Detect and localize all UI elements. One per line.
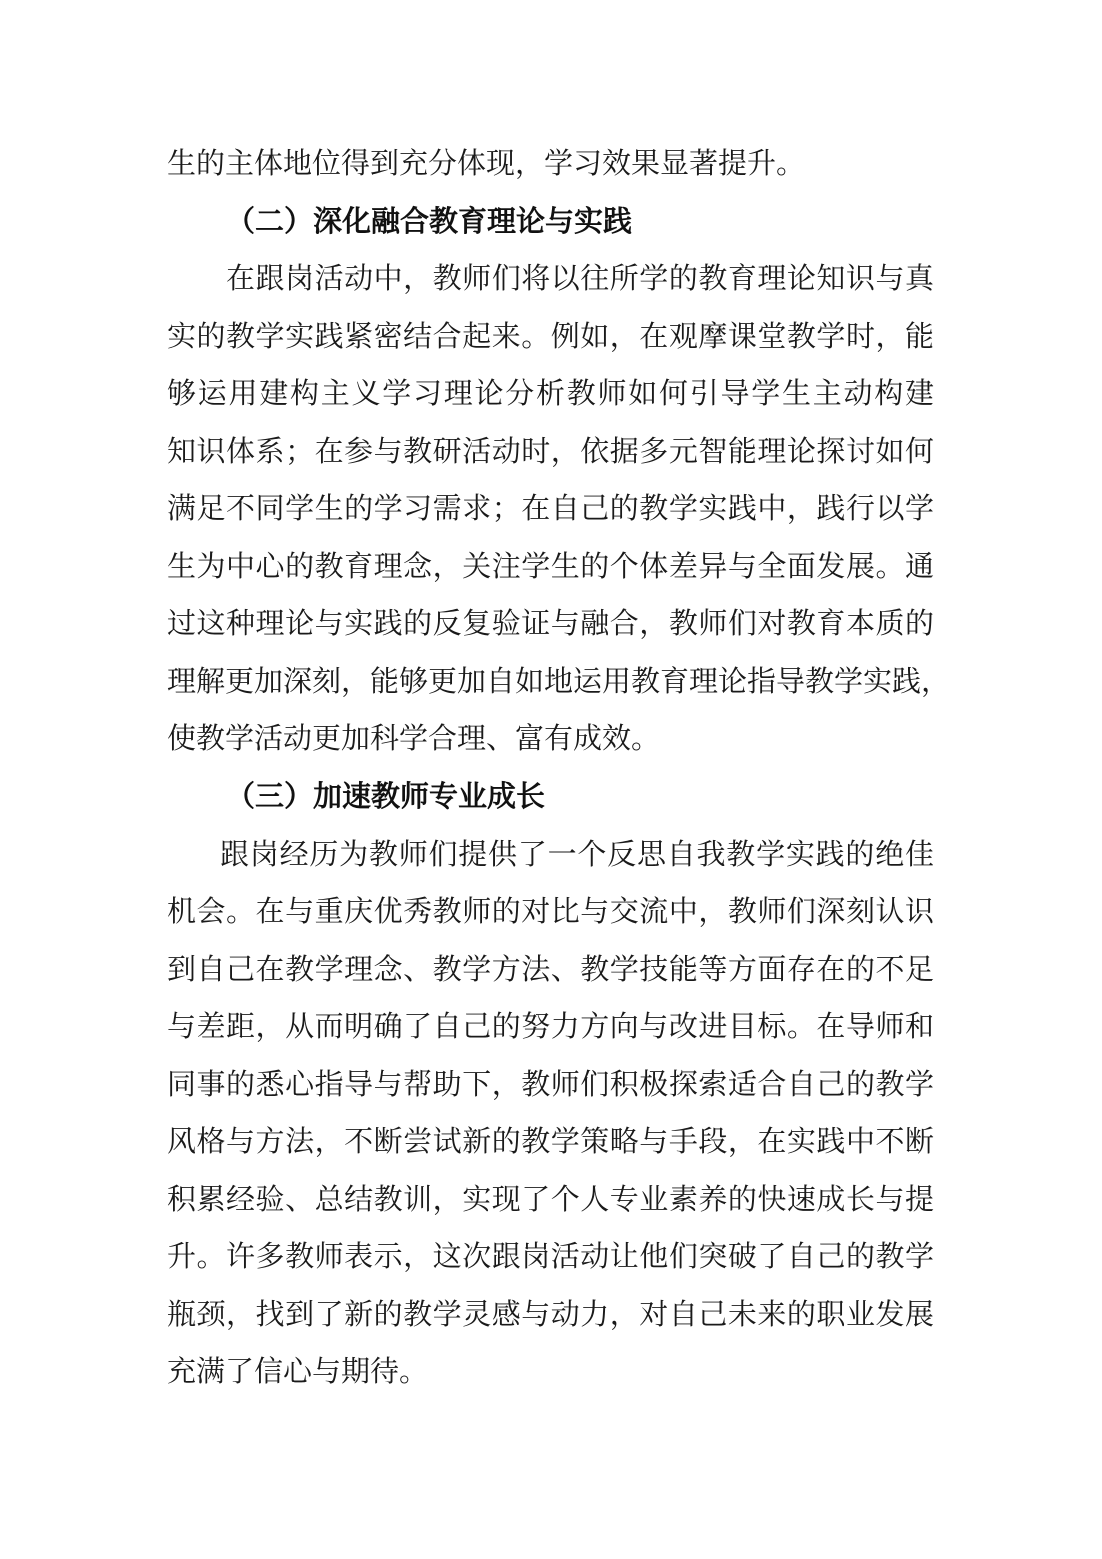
paragraph-line: 生为中心的教育理念，关注学生的个体差异与全面发展。通 [167,549,934,583]
section-heading-2: （二）深化融合教育理论与实践 [226,204,633,238]
paragraph-line: 机会。在与重庆优秀教师的对比与交流中，教师们深刻认识 [167,894,934,928]
paragraph-line: 实的教学实践紧密结合起来。例如，在观摩课堂教学时，能 [167,319,934,353]
paragraph-line: 够运用建构主义学习理论分析教师如何引导学生主动构建 [167,376,934,410]
paragraph-line: 与差距，从而明确了自己的努力方向与改进目标。在导师和 [167,1009,934,1043]
paragraph-line: 充满了信心与期待。 [167,1354,429,1388]
paragraph-line: 在跟岗活动中，教师们将以往所学的教育理论知识与真 [226,261,934,295]
paragraph-line: 使教学活动更加科学合理、富有成效。 [167,721,661,755]
paragraph-line: 同事的悉心指导与帮助下，教师们积极探索适合自己的教学 [167,1067,934,1101]
paragraph-line: 跟岗经历为教师们提供了一个反思自我教学实践的绝佳 [220,837,934,871]
paragraph-line: 满足不同学生的学习需求；在自己的教学实践中，践行以学 [167,491,934,525]
paragraph-line: 积累经验、总结教训，实现了个人专业素养的快速成长与提 [167,1182,934,1216]
paragraph-line: 瓶颈，找到了新的教学灵感与动力，对自己未来的职业发展 [167,1297,934,1331]
paragraph-line: 理解更加深刻，能够更加自如地运用教育理论指导教学实践， [167,664,951,698]
paragraph-line: 到自己在教学理念、教学方法、教学技能等方面存在的不足 [167,952,934,986]
paragraph-line: 风格与方法，不断尝试新的教学策略与手段，在实践中不断 [167,1124,934,1158]
paragraph-line: 升。许多教师表示，这次跟岗活动让他们突破了自己的教学 [167,1239,934,1273]
section-heading-3: （三）加速教师专业成长 [226,779,546,813]
paragraph-line: 知识体系；在参与教研活动时，依据多元智能理论探讨如何 [167,434,934,468]
paragraph-line: 生的主体地位得到充分体现，学习效果显著提升。 [167,146,806,180]
paragraph-line: 过这种理论与实践的反复验证与融合，教师们对教育本质的 [167,606,934,640]
